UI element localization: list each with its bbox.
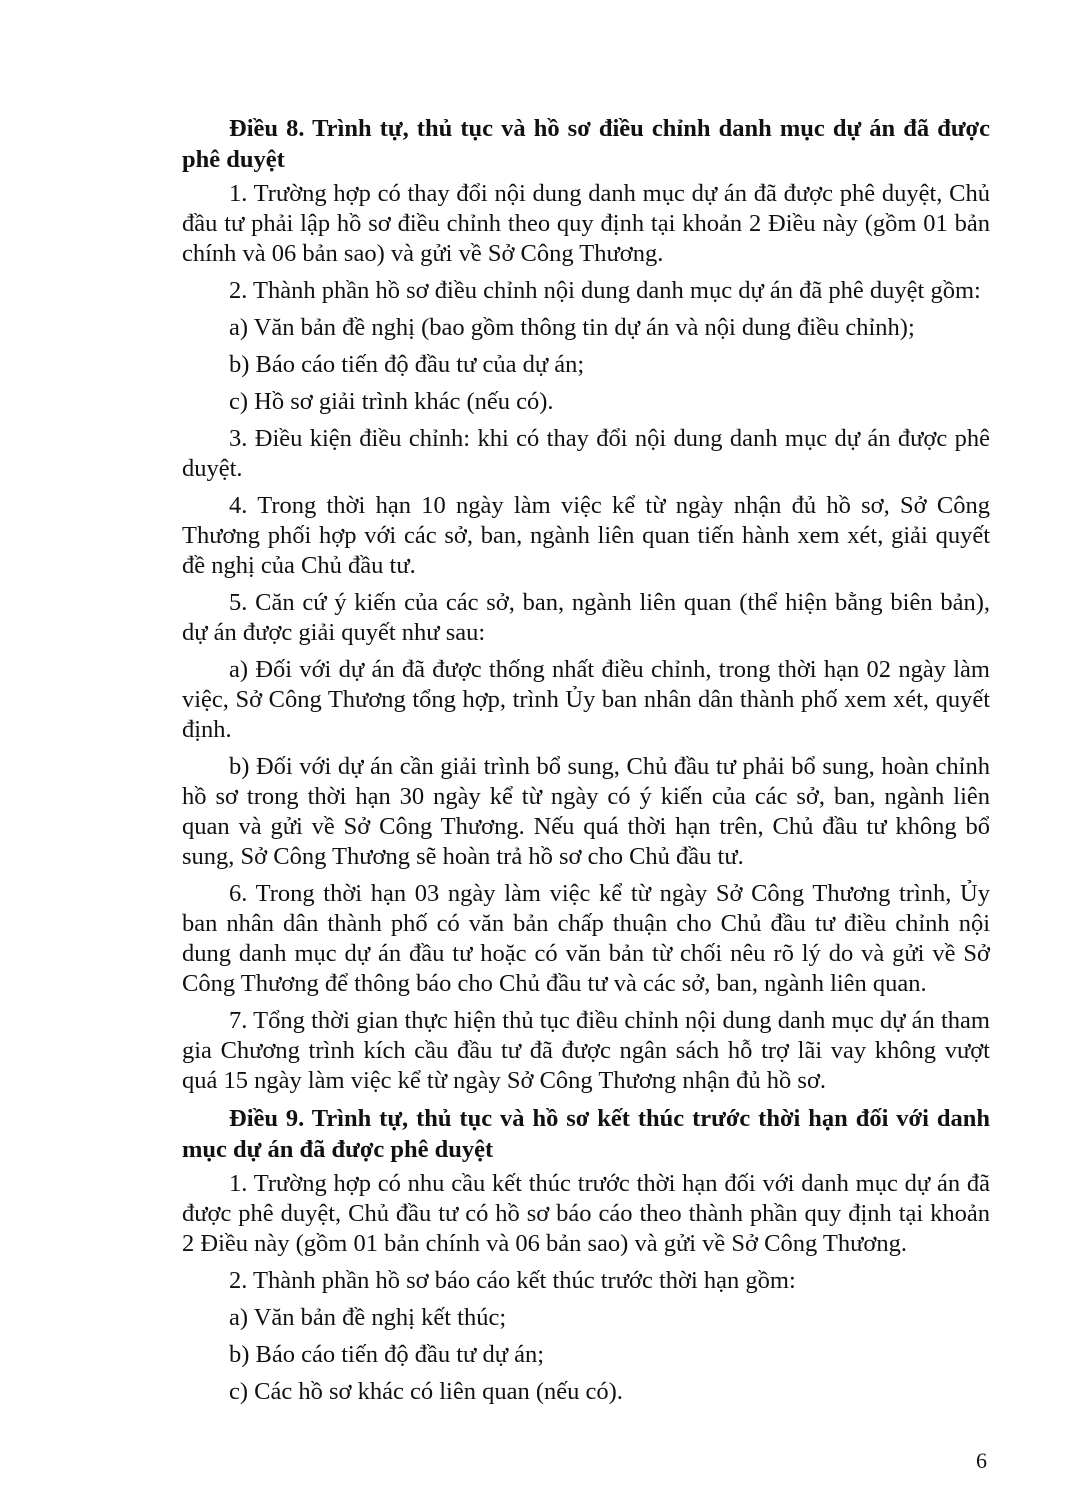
article-8-clause-1: 1. Trường hợp có thay đổi nội dung danh mục dự án đã được phê duyệt, Chủ đầu tư phải lập hồ sơ điều chỉnh theo quy định tại khoản 2 Điều này (gồm 01 bản chính và 06 bản sao) và gửi về Sở Công Thương. xyxy=(182,180,990,267)
page-number: 6 xyxy=(976,1448,987,1473)
article-9-clause-2b: b) Báo cáo tiến độ đầu tư dự án; xyxy=(229,1341,545,1368)
article-8-clause-3: 3. Điều kiện điều chỉnh: khi có thay đổi nội dung danh mục dự án được phê duyệt. xyxy=(182,425,990,482)
article-8 xyxy=(182,113,990,1096)
article-8-clause-4: 4. Trong thời hạn 10 ngày làm việc kể từ ngày nhận đủ hồ sơ, Sở Công Thương phối hợp với các sở, ban, ngành liên quan tiến hành xem xét, giải quyết đề nghị của Chủ đầu tư. xyxy=(182,492,990,579)
document-page xyxy=(182,113,990,1414)
article-9-clause-2a: a) Văn bản đề nghị kết thúc; xyxy=(229,1304,507,1331)
article-8-clause-6: 6. Trong thời hạn 03 ngày làm việc kể từ ngày Sở Công Thương trình, Ủy ban nhân dân thành phố có văn bản chấp thuận cho Chủ đầu tư điều chỉnh nội dung danh mục dự án đầu tư hoặc có văn bản từ chối nêu rõ lý do và gửi về Sở Công Thương để thông báo cho Chủ đầu tư và các sở, ban, ngành liên quan. xyxy=(182,880,990,997)
article-9-clause-2c: c) Các hồ sơ khác có liên quan (nếu có). xyxy=(229,1378,623,1405)
article-9-clause-2: 2. Thành phần hồ sơ báo cáo kết thúc trước thời hạn gồm: xyxy=(229,1267,796,1294)
article-9 xyxy=(182,1103,990,1407)
article-9-clause-1: 1. Trường hợp có nhu cầu kết thúc trước thời hạn đối với danh mục dự án đã được phê duyệt, Chủ đầu tư có hồ sơ báo cáo theo thành phần quy định tại khoản 2 Điều này (gồm 01 bản chính và 06 bản sao) và gửi về Sở Công Thương. xyxy=(182,1170,990,1257)
article-8-clause-5b: b) Đối với dự án cần giải trình bổ sung, Chủ đầu tư phải bổ sung, hoàn chỉnh hồ sơ trong thời hạn 30 ngày kể từ ngày có ý kiến của các sở, ban, ngành liên quan và gửi về Sở Công Thương. Nếu quá thời hạn trên, Chủ đầu tư không bổ sung, Sở Công Thương sẽ hoàn trả hồ sơ cho Chủ đầu tư. xyxy=(182,753,990,870)
article-8-clause-5: 5. Căn cứ ý kiến của các sở, ban, ngành liên quan (thể hiện bằng biên bản), dự án được giải quyết như sau: xyxy=(182,589,990,646)
article-8-clause-7: 7. Tổng thời gian thực hiện thủ tục điều chỉnh nội dung danh mục dự án tham gia Chương trình kích cầu đầu tư đã được ngân sách hỗ trợ lãi vay không vượt quá 15 ngày làm việc kể từ ngày Sở Công Thương nhận đủ hồ sơ. xyxy=(182,1007,990,1094)
article-8-clause-2c: c) Hồ sơ giải trình khác (nếu có). xyxy=(229,388,554,415)
article-8-title: Điều 8. Trình tự, thủ tục và hồ sơ điều chỉnh danh mục dự án đã được phê duyệt xyxy=(182,115,990,173)
article-8-clause-2b: b) Báo cáo tiến độ đầu tư của dự án; xyxy=(229,351,585,378)
article-8-clause-2: 2. Thành phần hồ sơ điều chỉnh nội dung danh mục dự án đã phê duyệt gồm: xyxy=(229,277,981,304)
article-8-clause-5a: a) Đối với dự án đã được thống nhất điều chỉnh, trong thời hạn 02 ngày làm việc, Sở Công Thương tổng hợp, trình Ủy ban nhân dân thành phố xem xét, quyết định. xyxy=(182,656,990,743)
article-8-clause-2a: a) Văn bản đề nghị (bao gồm thông tin dự án và nội dung điều chỉnh); xyxy=(229,314,915,341)
article-9-title: Điều 9. Trình tự, thủ tục và hồ sơ kết thúc trước thời hạn đối với danh mục dự án đã được phê duyệt xyxy=(182,1105,990,1163)
